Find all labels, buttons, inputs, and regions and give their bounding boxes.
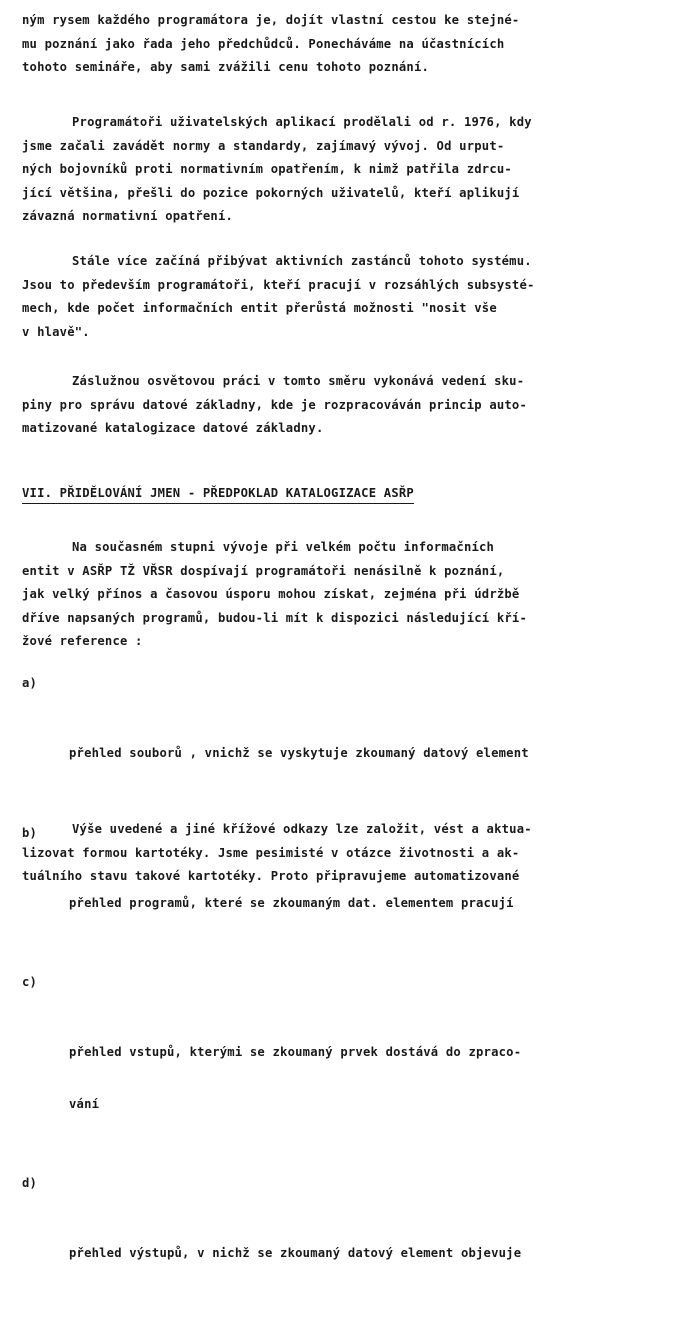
paragraph-current-stage — [22, 536, 527, 654]
text-line: piny pro správu datové základny, kde je rozpracováván princip auto- — [22, 397, 528, 412]
paragraph-supporters — [22, 250, 535, 344]
text-line: jsme začali zavádět normy a standardy, zajímavý vývoj. Od urput- — [22, 138, 505, 153]
list-item-text: přehled programů, které se zkoumaným dat. elementem pracují — [69, 895, 514, 910]
section-heading: VII. PŘIDĚLOVÁNÍ JMEN - PŘEDPOKLAD KATALOGIZACE ASŘP — [22, 484, 414, 504]
paragraph-intro-end — [22, 9, 519, 80]
text-line: ných bojovníků proti normativním opatřením, k nimž patřila zdrcu- — [22, 162, 512, 176]
text-line: Na současném stupni vývoje při velkém počtu informačních — [72, 540, 495, 554]
text-line: Záslužnou osvětovou práci v tomto směru vykonává vedení sku- — [72, 374, 525, 388]
paragraph-cross-references — [22, 818, 532, 889]
text-line: závazná normativní opatření. — [22, 209, 234, 223]
text-line: entit v ASŘP TŽ VŘSR dospívají programátoři nenásilně k poznání, — [22, 563, 505, 578]
section-heading-wrapper — [22, 484, 414, 504]
text-line: Stále více začíná přibývat aktivních zastánců tohoto systému. — [72, 254, 532, 268]
list-item — [22, 971, 662, 1172]
text-line: tuálního stavu takové kartotéky. Proto připravujeme automatizované — [22, 869, 520, 883]
list-item-label: d) — [22, 1176, 38, 1190]
paragraph-programmers — [22, 111, 532, 229]
text-line: mech, kde počet informačních entit přerůstá možnosti "nosit vše — [22, 301, 497, 315]
text-line: dříve napsaných programů, budou-li mít k dispozici následující kří- — [22, 610, 528, 625]
text-line: mu poznání jako řada jeho předchůdců. Ponecháváme na účastnících — [22, 36, 505, 51]
list-item-text: přehled souborů , vnichž se vyskytuje zkoumaný datový element — [69, 746, 529, 760]
text-line: lizovat formou kartotéky. Jsme pesimisté v otázce životnosti a ak- — [22, 845, 520, 860]
list-item-label: b) — [22, 825, 38, 840]
text-line: Programátoři uživatelských aplikací prodělali od r. 1976, kdy — [72, 115, 532, 129]
cross-reference-list — [22, 672, 662, 1322]
text-line: Výše uvedené a jiné křížové odkazy lze založit, vést a aktua- — [72, 822, 532, 836]
list-item-text: vání — [69, 1096, 100, 1111]
list-item-text: přehled vstupů, kterými se zkoumaný prvek dostává do zpraco- — [69, 1045, 522, 1059]
list-item — [22, 672, 662, 822]
list-item-label: a) — [22, 676, 38, 690]
text-line: žové reference : — [22, 634, 143, 648]
text-line: ným rysem každého programátora je, dojít vlastní cestou ke stejné- — [22, 13, 520, 27]
text-line: jak velký přínos a časovou úsporu mohou získat, zejména při údržbě — [22, 587, 520, 601]
paragraph-education — [22, 370, 527, 441]
text-line: jící většina, přešli do pozice pokorných uživatelů, kteří aplikují — [22, 185, 520, 200]
text-line: v hlavě". — [22, 324, 90, 339]
list-item-text: přehled výstupů, v nichž se zkoumaný datový element objevuje — [69, 1246, 522, 1260]
list-item-label: c) — [22, 975, 38, 989]
text-line: matizované katalogizace datové základny. — [22, 421, 324, 435]
text-line: tohoto semináře, aby sami zvážili cenu tohoto poznání. — [22, 60, 430, 74]
list-item — [22, 1172, 662, 1322]
text-line: Jsou to především programátoři, kteří pracují v rozsáhlých subsysté- — [22, 277, 535, 292]
